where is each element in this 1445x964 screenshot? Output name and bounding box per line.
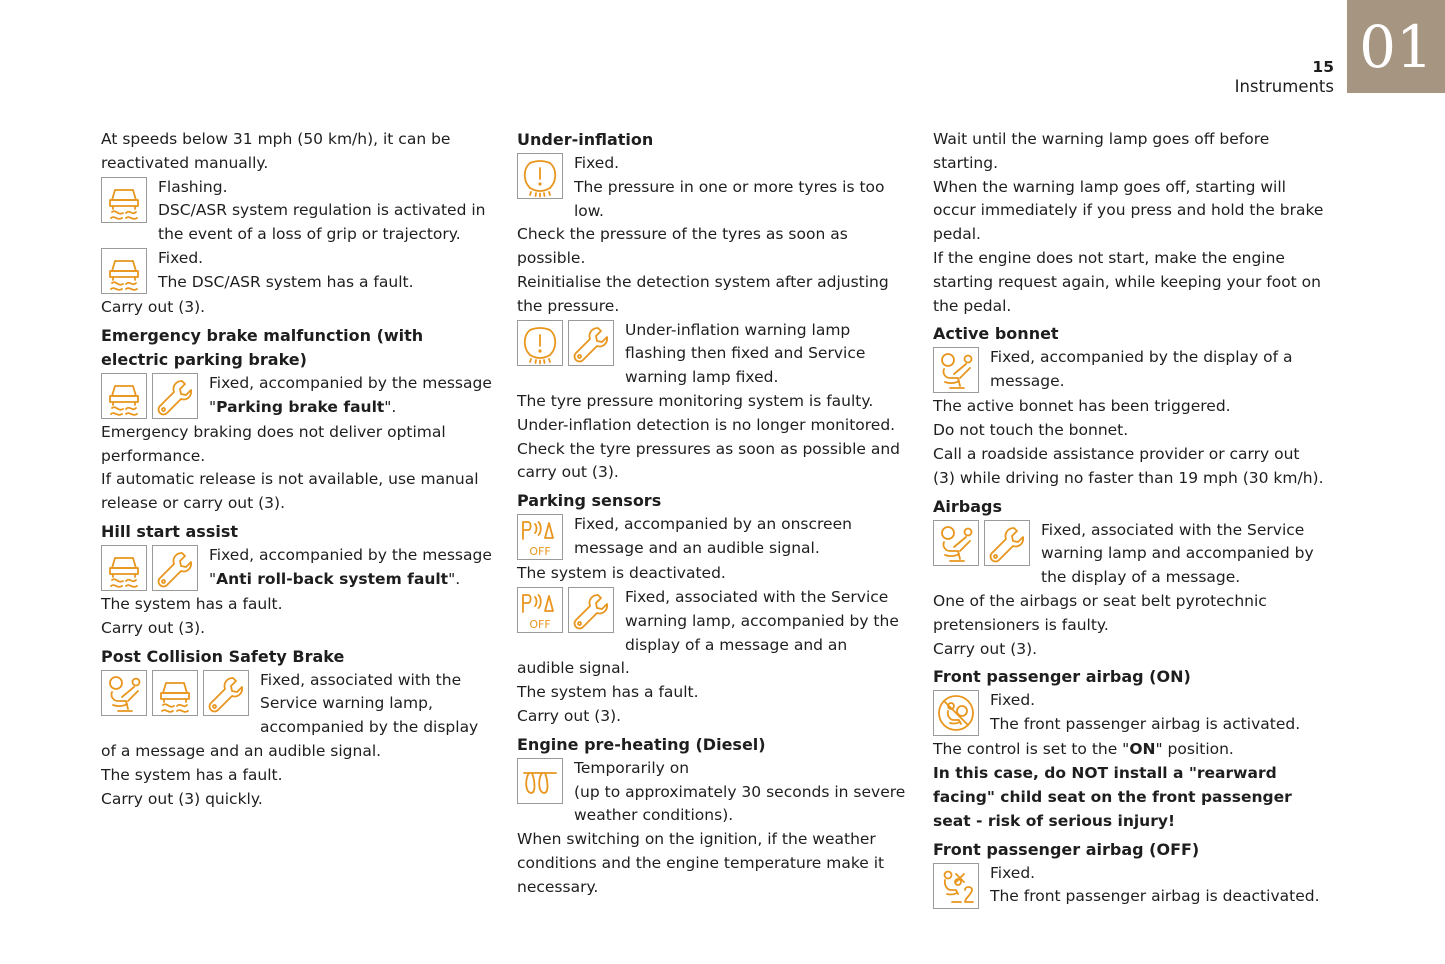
paragraph: If automatic release is not available, use manual release or carry out (3). [101, 470, 479, 513]
heading-engine-preheating: Engine pre-heating (Diesel) [517, 734, 766, 754]
description-text: The pressure in one or more tyres is too low. [574, 177, 885, 220]
paragraph: Call a roadside assistance provider or carry out (3) while driving no faster than 19 mph (30 km/h). [933, 444, 1324, 487]
dsc-flashing-block [101, 176, 493, 247]
description-text: The front passenger airbag is deactivated. [990, 887, 1320, 906]
message-text: Parking brake fault [216, 397, 385, 416]
paragraph: Carry out (3). [101, 618, 206, 637]
paragraph: The system has a fault. [517, 683, 699, 702]
off-label: OFF [529, 617, 551, 631]
dsc-fixed-block [101, 247, 493, 296]
paragraph: The system has a fault. [101, 765, 283, 784]
paragraph: When switching on the ignition, if the weather conditions and the engine temperature make it necessary. [517, 830, 885, 896]
text-part: Fixed, accompanied by the message " [209, 373, 492, 416]
paragraph: Carry out (3) quickly. [101, 789, 263, 808]
text-part: The control is set to the " [933, 740, 1130, 759]
airbags-block [933, 519, 1325, 590]
service-wrench-icon [152, 545, 198, 591]
text-part: ". [448, 569, 461, 588]
dsc-asr-icon [101, 248, 147, 294]
column-2 [517, 128, 909, 900]
description-text: Fixed, associated with the Service warning lamp and accompanied by the display of a message. [1041, 520, 1314, 587]
status-text: Temporarily on [574, 758, 690, 777]
heading-active-bonnet: Active bonnet [933, 324, 1059, 344]
heading-hill-start: Hill start assist [101, 521, 238, 541]
chapter-number: 01 [1359, 12, 1433, 81]
service-wrench-icon [203, 670, 249, 716]
text-part: Fixed, accompanied by the message " [209, 545, 492, 588]
paragraph: Reinitialise the detection system after adjusting the pressure. [517, 272, 889, 315]
service-wrench-icon [568, 587, 614, 633]
active-bonnet-block [933, 346, 1325, 395]
under-inflation-fault-block [517, 319, 909, 390]
description-text: Under-inflation warning lamp flashing then fixed and Service warning lamp fixed. [625, 320, 866, 387]
glow-plug-icon [517, 758, 563, 804]
emergency-brake-block [101, 372, 493, 421]
paragraph: Carry out (3). [933, 639, 1038, 658]
airbag-on-block [933, 689, 1325, 738]
parking-sensor-off-icon [517, 587, 563, 633]
text-part: " position. [1155, 740, 1234, 759]
paragraph: Emergency braking does not deliver optimal performance. [101, 422, 446, 465]
description-text: (up to approximately 30 seconds in severe weather conditions). [574, 782, 906, 825]
description-text: Fixed, associated with the Service warning lamp, accompanied by the display of a message and an audible signal. [517, 587, 899, 678]
service-wrench-icon [568, 320, 614, 366]
status-text: Fixed. [574, 154, 620, 172]
heading-airbag-off: Front passenger airbag (OFF) [933, 839, 1200, 859]
description-text: Fixed, accompanied by the display of a message. [990, 348, 1293, 391]
airbag-off-icon [933, 863, 979, 909]
heading-post-collision: Post Collision Safety Brake [101, 646, 345, 666]
parking-sensors-block [517, 513, 909, 562]
paragraph: If the engine does not start, make the engine starting request again, while keeping your foot on the pedal. [933, 248, 1321, 315]
column-1 [101, 128, 493, 811]
parking-sensor-off-icon [517, 514, 563, 560]
post-collision-block [101, 669, 493, 764]
description-text: Fixed, associated with the Service warning lamp, accompanied by the display of a message and an audible signal. [101, 670, 479, 760]
paragraph: Do not touch the bonnet. [933, 421, 1129, 440]
description-text: Fixed, accompanied by an onscreen message and an audible signal. [574, 515, 852, 557]
paragraph: Check the pressure of the tyres as soon as possible. [517, 225, 848, 268]
paragraph: One of the airbags or seat belt pyrotechnic pretensioners is faulty. [933, 591, 1267, 634]
service-wrench-icon [152, 373, 198, 419]
page-number: 15 [1312, 58, 1334, 76]
paragraph: When the warning lamp goes off, starting will occur immediately if you press and hold the brake pedal. [933, 177, 1324, 244]
airbag-on-icon [933, 690, 979, 736]
paragraph: The system has a fault. [101, 594, 283, 613]
status-text: Fixed. [990, 691, 1036, 710]
message-text: Anti roll-back system fault [216, 569, 449, 588]
paragraph: The active bonnet has been triggered. [933, 397, 1231, 416]
paragraph: Wait until the warning lamp goes off before starting. [933, 130, 1270, 172]
hill-start-block [101, 544, 493, 593]
warning-bold: In this case, do NOT install a "rearward facing" child seat on the front passenger seat - risk of serious injury! [933, 764, 1292, 830]
paragraph: Carry out (3). [101, 297, 206, 316]
engine-preheating-block [517, 757, 909, 828]
tyre-pressure-icon [517, 153, 563, 199]
paragraph: Check the tyre pressures as soon as possible and carry out (3). [517, 439, 901, 482]
on-label: ON [1129, 740, 1156, 759]
text-part: ". [384, 397, 397, 416]
paragraph [933, 738, 1325, 762]
dsc-asr-icon [101, 545, 147, 591]
under-inflation-block [517, 152, 909, 223]
heading-emergency-brake: Emergency brake malfunction (with electric parking brake) [101, 325, 424, 369]
paragraph: Carry out (3). [517, 706, 622, 725]
service-wrench-icon [984, 520, 1030, 566]
heading-under-inflation: Under-inflation [517, 130, 654, 149]
heading-airbag-on: Front passenger airbag (ON) [933, 667, 1191, 687]
paragraph: The system is deactivated. [517, 564, 726, 583]
description-text: The DSC/ASR system has a fault. [158, 272, 414, 291]
chapter-tab [1347, 0, 1445, 93]
section-title: Instruments [1234, 77, 1334, 96]
paragraph: Under-inflation detection is no longer monitored. [517, 415, 896, 434]
tyre-pressure-icon [517, 320, 563, 366]
paragraph: The tyre pressure monitoring system is faulty. [517, 391, 874, 410]
heading-parking-sensors: Parking sensors [517, 491, 662, 511]
parking-sensors-fault-block [517, 586, 909, 681]
paragraph: At speeds below 31 mph (50 km/h), it can be reactivated manually. [101, 130, 451, 172]
status-text: Fixed. [990, 863, 1036, 882]
airbag-person-icon [933, 520, 979, 566]
column-3 [933, 128, 1325, 911]
off-label: OFF [529, 545, 551, 559]
status-text: Flashing. [158, 177, 228, 196]
dsc-asr-icon [101, 373, 147, 419]
heading-airbags: Airbags [933, 496, 1002, 516]
status-text: Fixed. [158, 248, 204, 267]
pedestrian-airbag-icon [933, 347, 979, 393]
dsc-asr-icon [152, 670, 198, 716]
warning-text [933, 762, 1325, 833]
airbag-person-icon [101, 670, 147, 716]
airbag-off-block [933, 862, 1325, 911]
description-text: DSC/ASR system regulation is activated in the event of a loss of grip or trajectory. [158, 201, 486, 244]
description-text: The front passenger airbag is activated. [990, 715, 1301, 734]
dsc-asr-icon [101, 177, 147, 223]
